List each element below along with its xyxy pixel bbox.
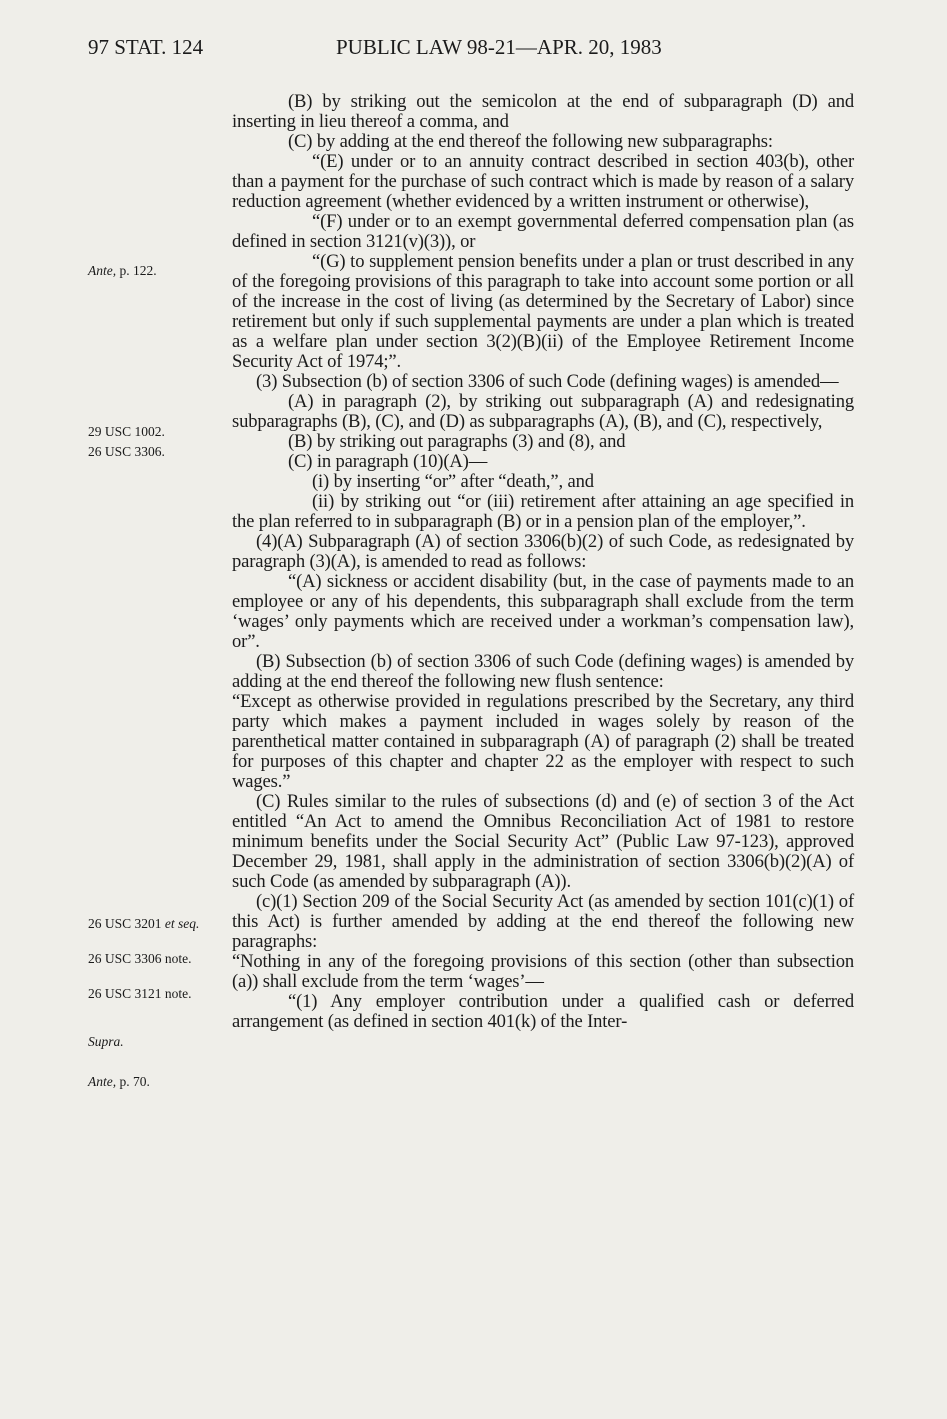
paragraph-3-subsection: (3) Subsection (b) of section 3306 of such Code (defining wages) is amended— xyxy=(256,371,839,392)
paragraph-c-adding: (C) by adding at the end thereof the following new subparagraphs: xyxy=(288,131,773,152)
quoted-paragraph-1: “(1) Any employer contribution under a qualified cash or deferred arrangement (as defined in section 401(k) of the Inter- xyxy=(232,991,854,1032)
clause-i: (i) by inserting “or” after “death,”, and xyxy=(312,471,594,492)
nothing-in-foregoing: “Nothing in any of the foregoing provisions of this section (other than subsection (a)) shall exclude from the term ‘wages’— xyxy=(232,951,854,992)
subparagraph-f: “(F) under or to an exempt governmental deferred compensation plan (as defined in section 3121(v)(3)), or xyxy=(232,211,854,252)
paragraph-c-1: (c)(1) Section 209 of the Social Security Act (as amended by section 101(c)(1) of this Act) is further amended by adding at the end thereof the following new paragraphs: xyxy=(232,891,854,952)
margin-note-26-usc-3121-note: 26 USC 3121 note. xyxy=(88,986,192,1001)
statute-page-number: 97 STAT. 124 xyxy=(88,35,204,59)
margin-note-29-usc-1002: 29 USC 1002. xyxy=(88,424,165,439)
margin-note-26-usc-3306: 26 USC 3306. xyxy=(88,444,165,459)
public-law-title: PUBLIC LAW 98-21—APR. 20, 1983 xyxy=(336,35,662,59)
statute-body xyxy=(232,92,854,1032)
page-header xyxy=(88,35,848,65)
paragraph-3-a: (A) in paragraph (2), by striking out subparagraph (A) and redesignating subparagraphs (B), (C), and (D) as subparagraphs (A), (B), and (C), respectively, xyxy=(232,391,854,432)
subparagraph-e: “(E) under or to an annuity contract described in section 403(b), other than a payment for the purchase of such contract which is made by reason of a salary reduction agreement (whether evidenced by a written instrument or otherwise), xyxy=(232,151,854,212)
paragraph-3-b: (B) by striking out paragraphs (3) and (8), and xyxy=(288,431,626,452)
paragraph-4-b: (B) Subsection (b) of section 3306 of such Code (defining wages) is amended by adding at the end thereof the following new flush sentence: xyxy=(232,651,854,692)
margin-note-ante-122: Ante, p. 122. xyxy=(88,263,157,278)
paragraph-4-a: (4)(A) Subparagraph (A) of section 3306(b)(2) of such Code, as redesignated by paragraph (3)(A), is amended to read as follows: xyxy=(232,531,854,572)
flush-sentence: “Except as otherwise provided in regulations prescribed by the Secretary, any third party which makes a payment included in wages solely by reason of the parenthetical matter contained in subparagraph (A) of paragraph (2) shall be treated for purposes of this chapter and chapter 22 as the employer with respect to such wages.” xyxy=(232,691,854,792)
clause-ii: (ii) by striking out “or (iii) retirement after attaining an age specified in the plan referred to in subparagraph (B) or in a pension plan of the employer,”. xyxy=(232,491,854,532)
margin-note-supra: Supra. xyxy=(88,1034,124,1049)
paragraph-4-c: (C) Rules similar to the rules of subsections (d) and (e) of section 3 of the Act entitled “An Act to amend the Omnibus Reconciliation Act of 1981 to restore minimum benefits under the Social Security Act” (Public Law 97-123), approved December 29, 1981, shall apply in the administration of section 3306(b)(2)(A) of such Code (as amended by subparagraph (A)). xyxy=(232,791,854,892)
paragraph-3-c: (C) in paragraph (10)(A)— xyxy=(288,451,488,472)
margin-note-26-usc-3201: 26 USC 3201 et seq. xyxy=(88,916,200,931)
margin-note-26-usc-3306-note: 26 USC 3306 note. xyxy=(88,951,192,966)
margin-note-ante-70: Ante, p. 70. xyxy=(88,1074,150,1089)
subparagraph-g: “(G) to supplement pension benefits under a plan or trust described in any of the foregoing provisions of this paragraph to take into account some portion or all of the increase in the cost of living (as determined by the Secretary of Labor) since retirement but only if such supplemental payments are under a plan which is treated as a welfare plan under section 3(2)(B)(ii) of the Employee Retirement Income Security Act of 1974;”. xyxy=(232,251,854,372)
paragraph-b-striking: (B) by striking out the semicolon at the end of subparagraph (D) and inserting in lieu thereof a comma, and xyxy=(232,91,854,132)
quoted-subparagraph-a: “(A) sickness or accident disability (but, in the case of payments made to an employee or any of his dependents, this subparagraph shall exclude from the term ‘wages’ only payments which are received under a workman’s compensation law), or”. xyxy=(232,571,854,652)
